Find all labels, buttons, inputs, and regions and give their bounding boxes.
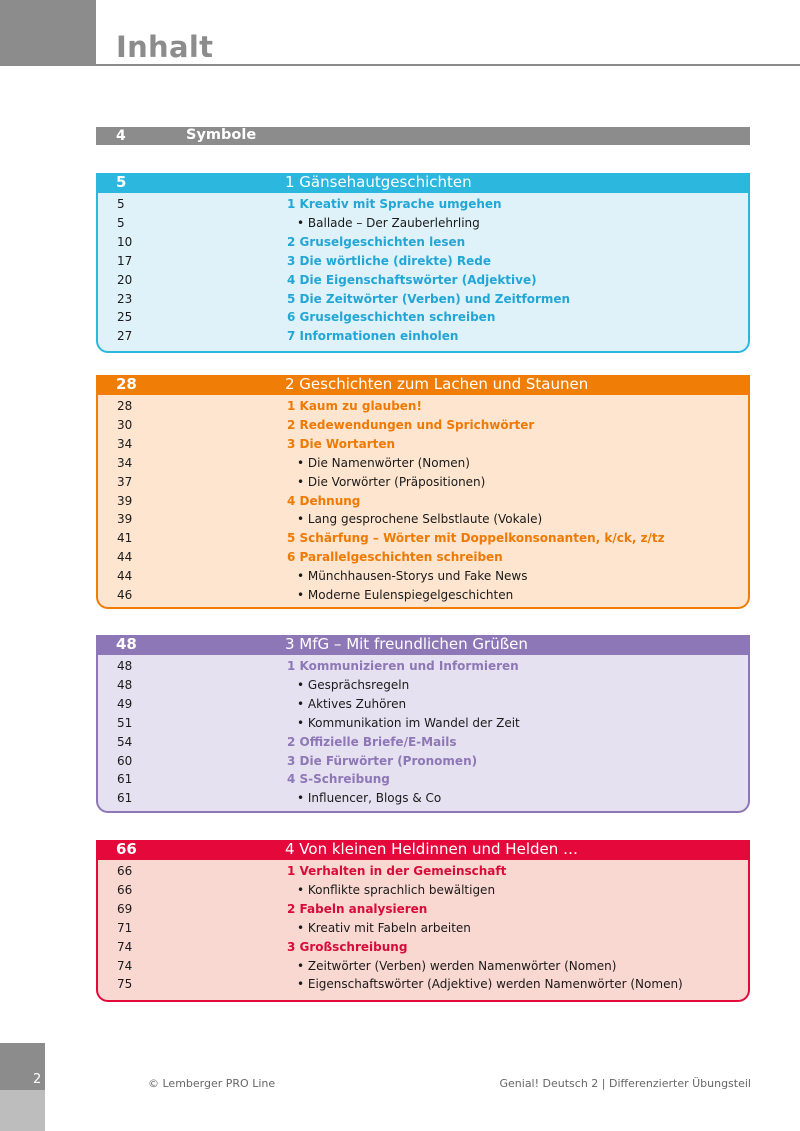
toc-page-number: 61 <box>117 772 133 787</box>
toc-subtopic: • Die Vorwörter (Präpositionen) <box>297 474 486 489</box>
toc-page-number: 75 <box>117 977 133 992</box>
footer-corner-block-light <box>0 1090 45 1131</box>
toc-page-number: 61 <box>117 791 133 806</box>
toc-section-title: 7 Informationen einholen <box>287 329 459 344</box>
toc-section-title: 2 Fabeln analysieren <box>287 901 428 916</box>
toc-section-title: 2 Offizielle Briefe/E-Mails <box>287 734 457 749</box>
toc-page-number: 54 <box>117 734 133 749</box>
toc-section-title: 4 Dehnung <box>287 493 361 508</box>
toc-section-title: 1 Kreativ mit Sprache umgehen <box>287 197 502 211</box>
toc-section-title: 4 Die Eigenschaftswörter (Adjektive) <box>287 272 537 287</box>
toc-page-number: 30 <box>117 417 133 432</box>
toc-page-number: 66 <box>117 882 133 897</box>
chapter-header <box>96 375 750 395</box>
toc-page-number: 10 <box>117 234 133 249</box>
footer-publisher: © Lemberger PRO Line <box>148 1077 276 1090</box>
toc-subtopic: • Konflikte sprachlich bewältigen <box>297 882 496 897</box>
chapter-title: 3 MfG – Mit freundlichen Grüßen <box>285 635 528 653</box>
chapter-header <box>96 840 750 860</box>
toc-page-number: 39 <box>117 512 133 527</box>
toc-section-title: 5 Die Zeitwörter (Verben) und Zeitformen <box>287 291 571 306</box>
chapter-page: 48 <box>116 635 137 653</box>
chapter-2 <box>96 375 750 609</box>
chapter-page: 28 <box>116 375 137 393</box>
toc-subtopic: • Kommunikation im Wandel der Zeit <box>297 715 520 730</box>
symbole-page: 4 <box>116 128 126 144</box>
toc-page-number: 48 <box>117 677 133 692</box>
toc-subtopic: • Ballade – Der Zauberlehrling <box>297 215 480 230</box>
page-title: Inhalt <box>116 30 214 64</box>
toc-page-number: 23 <box>117 291 133 306</box>
chapter-4 <box>96 840 750 1002</box>
toc-page-number: 66 <box>117 864 133 878</box>
chapter-1 <box>96 173 750 353</box>
toc-page-number: 17 <box>117 253 133 268</box>
toc-subtopic: • Gesprächsregeln <box>297 677 410 692</box>
toc-page-number: 60 <box>117 753 133 768</box>
chapter-page: 66 <box>116 840 137 858</box>
symbole-label: Symbole <box>186 127 257 143</box>
toc-subtopic: • Influencer, Blogs & Co <box>297 791 442 806</box>
toc-page-number: 44 <box>117 550 133 565</box>
toc-page-number: 5 <box>117 215 125 230</box>
toc-section-title: 5 Schärfung – Wörter mit Doppelkonsonanten, k/ck, z/tz <box>287 531 665 546</box>
page-number: 2 <box>33 1072 42 1087</box>
toc-section-title: 1 Verhalten in der Gemeinschaft <box>287 864 507 878</box>
toc-section-title: 3 Die Fürwörter (Pronomen) <box>287 753 478 768</box>
toc-page-number: 37 <box>117 474 133 489</box>
toc-page-number: 27 <box>117 329 133 344</box>
toc-page-number: 34 <box>117 436 133 451</box>
toc-page-number: 39 <box>117 493 133 508</box>
toc-section-title: 3 Die Wortarten <box>287 436 396 451</box>
toc-section-title: 1 Kommunizieren und Informieren <box>287 659 519 673</box>
chapter-page: 5 <box>116 173 127 191</box>
chapter-header <box>96 635 750 655</box>
toc-subtopic: • Eigenschaftswörter (Adjektive) werden Namenwörter (Nomen) <box>297 977 683 992</box>
toc-section-title: 3 Die wörtliche (direkte) Rede <box>287 253 491 268</box>
header-rule <box>96 64 800 66</box>
toc-page-number: 71 <box>117 920 133 935</box>
toc-page-number: 20 <box>117 272 133 287</box>
toc-subtopic: • Die Namenwörter (Nomen) <box>297 455 470 470</box>
footer-book-title: Genial! Deutsch 2 | Differenzierter Übungsteil <box>499 1077 751 1090</box>
toc-page-number: 28 <box>117 399 133 413</box>
toc-page-number: 41 <box>117 531 133 546</box>
toc-page-number: 69 <box>117 901 133 916</box>
toc-page-number: 74 <box>117 958 133 973</box>
toc-subtopic: • Moderne Eulenspiegelgeschichten <box>297 588 514 602</box>
chapter-3 <box>96 635 750 813</box>
toc-page-number: 48 <box>117 659 133 673</box>
toc-page-number: 49 <box>117 696 133 711</box>
chapter-title: 4 Von kleinen Heldinnen und Helden … <box>285 840 579 858</box>
toc-section-title: 6 Gruselgeschichten schreiben <box>287 310 496 325</box>
header-corner-block <box>0 0 96 66</box>
toc-page-number: 25 <box>117 310 133 325</box>
chapter-title: 1 Gänsehautgeschichten <box>285 173 472 191</box>
toc-section-title: 6 Parallelgeschichten schreiben <box>287 550 503 565</box>
toc-subtopic: • Zeitwörter (Verben) werden Namenwörter (Nomen) <box>297 958 617 973</box>
toc-section-title: 3 Großschreibung <box>287 939 408 954</box>
toc-subtopic: • Münchhausen-Storys und Fake News <box>297 569 528 584</box>
toc-subtopic: • Aktives Zuhören <box>297 696 407 711</box>
toc-page-number: 46 <box>117 588 133 602</box>
chapter-header <box>96 173 750 193</box>
toc-section-title: 4 S-Schreibung <box>287 772 390 787</box>
symbole-entry <box>96 127 750 145</box>
toc-page-number: 74 <box>117 939 133 954</box>
toc-page-number: 34 <box>117 455 133 470</box>
toc-section-title: 2 Gruselgeschichten lesen <box>287 234 466 249</box>
toc-page-number: 5 <box>117 197 125 211</box>
toc-subtopic: • Lang gesprochene Selbstlaute (Vokale) <box>297 512 543 527</box>
toc-subtopic: • Kreativ mit Fabeln arbeiten <box>297 920 471 935</box>
toc-section-title: 2 Redewendungen und Sprichwörter <box>287 417 535 432</box>
chapter-title: 2 Geschichten zum Lachen und Staunen <box>285 375 589 393</box>
toc-page-number: 51 <box>117 715 133 730</box>
toc-page-number: 44 <box>117 569 133 584</box>
toc-section-title: 1 Kaum zu glauben! <box>287 399 422 413</box>
